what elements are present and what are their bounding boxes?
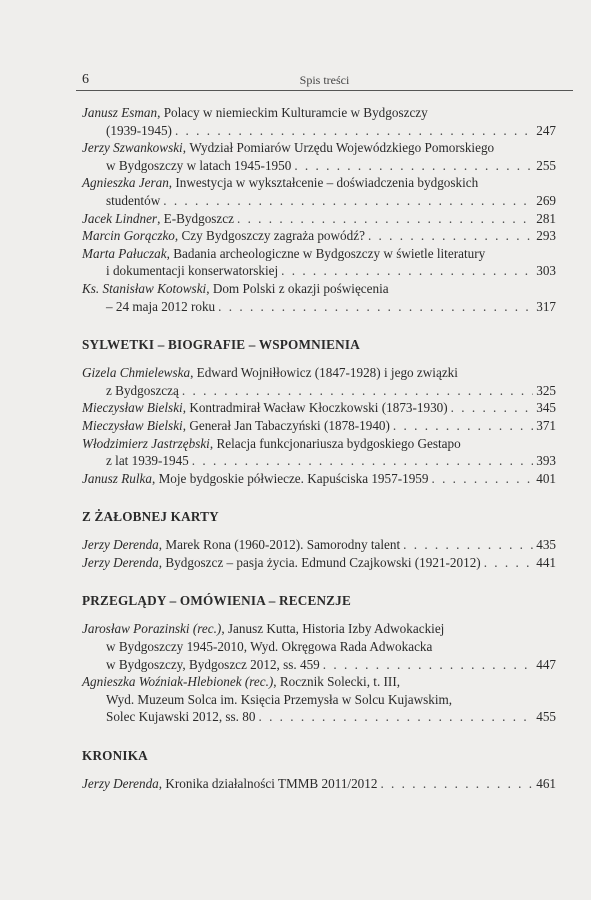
- toc-entry-line: [82, 656, 556, 674]
- toc-entry: [82, 210, 556, 228]
- toc-title-line: Wydział Pomiarów Urzędu Wojewódzkiego Pomorskiego: [189, 140, 495, 156]
- toc-entry-line: Jerzy Derenda , Marek Rona (1960-2012). Samorodny talent . . . 435: [82, 536, 556, 554]
- toc-entry-line: Jerzy Derenda , Bydgoszcz – pasja życia. Edmund Czajkowski (1921-2012) . . . 441: [82, 554, 556, 572]
- dot-leader: [380, 775, 533, 793]
- toc-entry: [82, 554, 556, 572]
- dot-leader: [403, 536, 533, 554]
- toc-author: Włodzimierz Jastrzębski: [82, 435, 210, 451]
- toc-title-line: Inwestycja w wykształcenie – doświadczenia bydgoskich: [175, 175, 479, 191]
- dot-leader: [323, 656, 533, 674]
- toc-title-line: Moje bydgoskie półwiecze. Kapuściska 1957-1959: [158, 470, 429, 486]
- toc-title-line: Rocznik Solecki, t. III,: [279, 674, 401, 690]
- toc-entry-line: Mieczysław Bielski , Generał Jan Tabaczyński (1878-1940) . . . 371: [82, 417, 556, 435]
- toc-entry: [82, 139, 556, 174]
- toc-title-line: Bydgoszcz – pasja życia. Edmund Czajkowski (1921-2012): [165, 554, 481, 570]
- dot-leader: [281, 262, 533, 280]
- toc-page-number: 303: [536, 263, 556, 279]
- dot-leader: [294, 157, 533, 175]
- toc-author: Jarosław Porazinski (rec.): [82, 621, 222, 637]
- toc-entry-line: Włodzimierz Jastrzębski , Relacja funkcjonariusza bydgoskiego Gestapo: [82, 435, 461, 451]
- toc-author: Jacek Lindner: [82, 210, 158, 226]
- dot-leader: [431, 470, 533, 488]
- toc-entry-line: [82, 452, 556, 470]
- dot-leader: [484, 554, 533, 572]
- toc-title-line: Wyd. Muzeum Solca im. Księcia Przemysła w Solcu Kujawskim,: [106, 691, 453, 707]
- section-heading: SYLWETKI – BIOGRAFIE – WSPOMNIENIA: [82, 337, 360, 353]
- toc-entry-line: [82, 691, 556, 709]
- toc-title-line: Solec Kujawski 2012, ss. 80: [106, 709, 256, 725]
- toc-entry-line: [82, 382, 556, 400]
- toc-page-number: 269: [536, 192, 556, 208]
- toc-entry-line: Agnieszka Jeran , Inwestycja w wykształcenie – doświadczenia bydgoskich: [82, 175, 479, 191]
- toc-author: Jerzy Derenda: [82, 554, 159, 570]
- toc-entry: [82, 536, 556, 554]
- toc-page-number: 447: [536, 656, 556, 672]
- toc-page-number: 255: [536, 157, 556, 173]
- toc-title-line: Marek Rona (1960-2012). Samorodny talent: [165, 537, 401, 553]
- toc-author: Marcin Gorączko: [82, 228, 175, 244]
- toc-page-number: 325: [536, 382, 556, 398]
- toc-entry-line: Jacek Lindner , E-Bydgoszcz . . . 281: [82, 210, 556, 228]
- toc-title-line: z Bydgoszczą: [106, 382, 179, 398]
- dot-leader: [175, 122, 533, 140]
- toc-author: Janusz Esman: [82, 105, 158, 120]
- toc-page-number: 461: [536, 776, 556, 792]
- toc-entry: [82, 174, 556, 209]
- section-heading: PRZEGLĄDY – OMÓWIENIA – RECENZJE: [82, 593, 351, 609]
- page-number: 6: [82, 72, 89, 87]
- toc-title-line: w Bydgoszczy w latach 1945-1950: [106, 157, 292, 173]
- toc-entry: [82, 104, 556, 139]
- dot-leader: [258, 708, 533, 726]
- toc-page-number: 293: [536, 228, 556, 244]
- toc-entry-line: Gizela Chmielewska , Edward Wojniłłowicz (1847-1928) i jego związki: [82, 365, 458, 381]
- toc-entry-line: [82, 157, 556, 175]
- toc-title-line: Czy Bydgoszczy zagraża powódź?: [181, 228, 365, 244]
- toc-author: Gizela Chmielewska: [82, 365, 191, 381]
- toc-entry: [82, 435, 556, 470]
- toc-entry: [82, 227, 556, 245]
- toc-entry: [82, 673, 556, 726]
- toc-entry-line: Janusz Rulka , Moje bydgoskie półwiecze. Kapuściska 1957-1959 . . . 401: [82, 470, 556, 488]
- toc-author: Mieczysław Bielski: [82, 400, 183, 416]
- dot-leader: [237, 210, 533, 228]
- toc-title-line: studentów: [106, 192, 161, 208]
- toc-entry: [82, 470, 556, 488]
- toc-entry-line: [82, 122, 556, 140]
- toc-entry: [82, 364, 556, 399]
- dot-leader: [368, 227, 533, 245]
- toc-page-number: 441: [536, 554, 556, 570]
- toc-page-number: 455: [536, 709, 556, 725]
- toc-author: Jerzy Derenda: [82, 776, 159, 792]
- dot-leader: [451, 399, 533, 417]
- toc-author: Mieczysław Bielski: [82, 417, 183, 433]
- toc-entry: [82, 245, 556, 280]
- toc-title-line: Generał Jan Tabaczyński (1878-1940): [189, 417, 390, 433]
- dot-leader: [218, 298, 533, 316]
- section-heading: Z ŻAŁOBNEJ KARTY: [82, 509, 219, 525]
- toc-entry: [82, 399, 556, 417]
- toc-page-number: 247: [536, 122, 556, 138]
- toc-title-line: i dokumentacji konserwatorskiej: [106, 263, 279, 279]
- table-of-contents: [82, 104, 556, 793]
- toc-title-line: w Bydgoszczy, Bydgoszcz 2012, ss. 459: [106, 656, 320, 672]
- toc-entry-line: [82, 262, 556, 280]
- toc-entry-line: [82, 298, 556, 316]
- toc-title-line: – 24 maja 2012 roku: [106, 298, 216, 314]
- toc-entry-line: Mieczysław Bielski , Kontradmirał Wacław Kłoczkowski (1873-1930) . . . 345: [82, 399, 556, 417]
- section-heading: KRONIKA: [82, 748, 148, 764]
- toc-entry: [82, 775, 556, 793]
- toc-title-line: Badania archeologiczne w Bydgoszczy w świetle literatury: [173, 245, 486, 261]
- toc-title-line: Kronika działalności TMMB 2011/2012: [165, 776, 378, 792]
- dot-leader: [393, 417, 533, 435]
- toc-entry-line: Ks. Stanisław Kotowski , Dom Polski z okazji poświęcenia: [82, 280, 389, 296]
- toc-title-line: Edward Wojniłłowicz (1847-1928) i jego związki: [196, 365, 458, 381]
- toc-entry-line: [82, 192, 556, 210]
- toc-entry-line: [82, 638, 556, 656]
- toc-page-number: 435: [536, 537, 556, 553]
- toc-entry-line: Marcin Gorączko , Czy Bydgoszczy zagraża powódź? . . . 293: [82, 227, 556, 245]
- toc-entry-line: Jarosław Porazinski (rec.) , Janusz Kutta, Historia Izby Adwokackiej: [82, 621, 445, 637]
- toc-author: Jerzy Derenda: [82, 537, 159, 553]
- toc-title-line: Janusz Kutta, Historia Izby Adwokackiej: [227, 621, 445, 637]
- toc-entry: [82, 620, 556, 673]
- toc-title-line: E-Bydgoszcz: [163, 210, 234, 226]
- toc-title-line: Relacja funkcjonariusza bydgoskiego Gestapo: [216, 435, 461, 451]
- dot-leader: [163, 192, 533, 210]
- toc-author: Janusz Rulka: [82, 470, 152, 486]
- toc-author: Agnieszka Jeran: [82, 175, 169, 191]
- toc-title-line: w Bydgoszczy 1945-2010, Wyd. Okręgowa Rada Adwokacka: [106, 639, 433, 655]
- toc-title-line: Kontradmirał Wacław Kłoczkowski (1873-1930): [189, 400, 448, 416]
- toc-entry: [82, 417, 556, 435]
- toc-page-number: 281: [536, 210, 556, 226]
- toc-title-line: (1939-1945): [106, 122, 172, 138]
- toc-page-number: 401: [536, 470, 556, 486]
- toc-page-number: 345: [536, 400, 556, 416]
- toc-entry-line: [82, 708, 556, 726]
- toc-title-line: Polacy w niemieckim Kulturamcie w Bydgoszczy: [163, 105, 428, 120]
- running-title: Spis treści: [299, 73, 350, 87]
- toc-author: Ks. Stanisław Kotowski: [82, 280, 207, 296]
- toc-entry-line: Jerzy Szwankowski , Wydział Pomiarów Urzędu Wojewódzkiego Pomorskiego: [82, 140, 495, 156]
- toc-title-line: Dom Polski z okazji poświęcenia: [212, 280, 389, 296]
- toc-entry-line: Jerzy Derenda , Kronika działalności TMMB 2011/2012 . . . 461: [82, 775, 556, 793]
- toc-entry-line: Marta Pałuczak , Badania archeologiczne w Bydgoszczy w świetle literatury: [82, 245, 486, 261]
- toc-entry-line: Agnieszka Woźniak-Hlebionek (rec.) , Rocznik Solecki, t. III,: [82, 674, 401, 690]
- toc-author: Agnieszka Woźniak-Hlebionek (rec.): [82, 674, 274, 690]
- toc-author: Jerzy Szwankowski: [82, 140, 183, 156]
- toc-entry: [82, 280, 556, 315]
- dot-leader: [192, 452, 533, 470]
- toc-page-number: 317: [536, 298, 556, 314]
- toc-title-line: z lat 1939-1945: [106, 453, 189, 469]
- page-header: [76, 70, 573, 91]
- toc-entry-line: Janusz Esman , Polacy w niemieckim Kulturamcie w Bydgoszczy: [82, 105, 428, 120]
- toc-page-number: 371: [536, 417, 556, 433]
- dot-leader: [182, 382, 533, 400]
- toc-author: Marta Pałuczak: [82, 245, 167, 261]
- toc-page-number: 393: [536, 453, 556, 469]
